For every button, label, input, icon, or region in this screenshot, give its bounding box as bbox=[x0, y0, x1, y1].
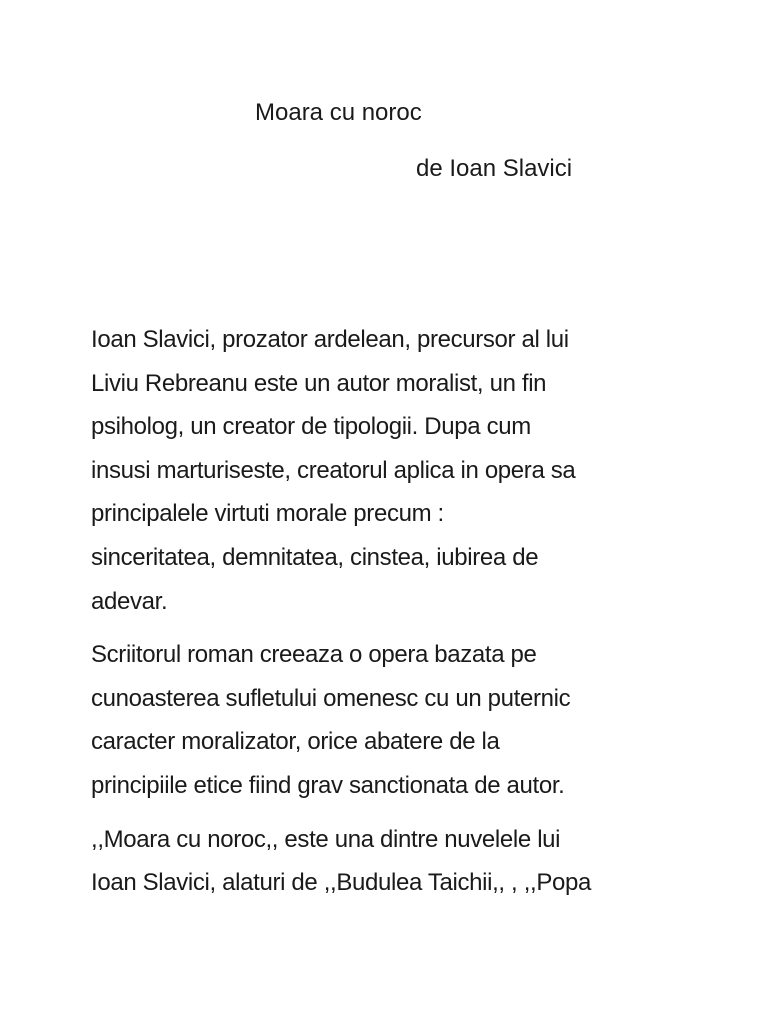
document-title: Moara cu noroc bbox=[255, 99, 422, 126]
text-line: cunoasterea sufletului omenesc cu un puternic bbox=[91, 684, 571, 712]
text-line: caracter moralizator, orice abatere de la bbox=[91, 728, 500, 756]
paragraph-2 bbox=[91, 633, 691, 807]
text-line: sinceritatea, demnitatea, cinstea, iubirea de bbox=[91, 543, 539, 571]
text-line: principalele virtuti morale precum : bbox=[91, 500, 444, 528]
text-line: ,,Moara cu noroc,, este una dintre nuvelele lui bbox=[91, 825, 561, 853]
text-line: Ioan Slavici, prozator ardelean, precursor al lui bbox=[91, 326, 569, 353]
text-line: insusi marturiseste, creatorul aplica in opera sa bbox=[91, 456, 576, 484]
text-line: principiile etice fiind grav sanctionata de autor. bbox=[91, 771, 565, 799]
document-body bbox=[91, 318, 691, 915]
text-line: adevar. bbox=[91, 587, 168, 615]
text-line: psiholog, un creator de tipologii. Dupa cum bbox=[91, 413, 531, 441]
text-line: Ioan Slavici, alaturi de ,,Budulea Taichii,, , ,,Popa bbox=[91, 869, 591, 897]
text-line: Liviu Rebreanu este un autor moralist, un fin bbox=[91, 369, 547, 397]
paragraph-3 bbox=[91, 818, 691, 905]
document-author: de Ioan Slavici bbox=[416, 155, 573, 182]
text-line: Scriitorul roman creeaza o opera bazata pe bbox=[91, 641, 537, 669]
paragraph-1 bbox=[91, 318, 691, 623]
